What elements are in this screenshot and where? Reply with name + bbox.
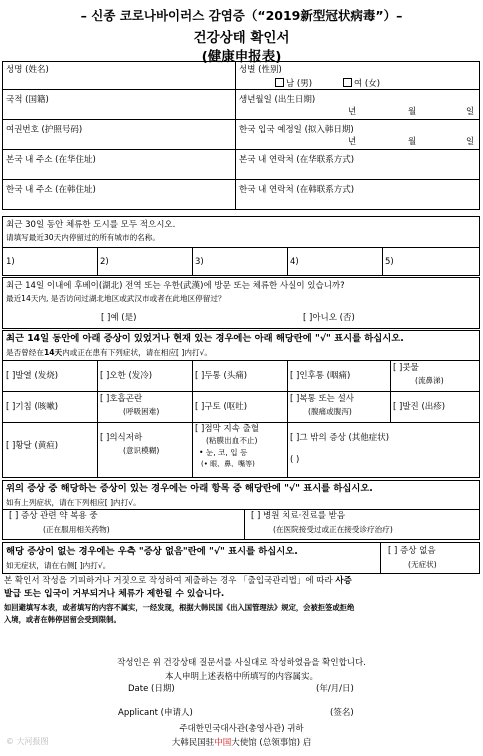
legal-notice-cn-line1: 如回避填写本表，或者填写的内容不属实，一经发现，根据大韩民国《出入国管理法》规定，会被拒签或拒绝 — [4, 603, 355, 612]
symptom-abdominal[interactable]: [ ]복통 또는 설사 — [290, 394, 355, 404]
symptom-cough[interactable]: [ ]기침 (咳嗽) — [6, 402, 59, 412]
personal-info-table — [2, 61, 480, 210]
symptom-abdominal-cn: (腹痛或腹泻) — [308, 407, 352, 416]
symptom-consciousness[interactable]: [ ]의식저하 — [100, 433, 143, 443]
symptom-bleeding-note: • 눈, 코, 입 등 — [199, 448, 248, 457]
legal-notice-kr-line2: 발급 또는 입국이 거부되거나 체류가 제한될 수 있습니다. — [4, 589, 225, 599]
applicant-label: Applicant (申请人) — [118, 708, 193, 718]
no-symptom-checkbox[interactable]: [ ] 증상 없음 — [388, 546, 436, 556]
legal-notice-cn-line2: 入境，或者在韩停居留会受到限制。 — [4, 615, 121, 624]
hospital-option-cn: (在医院接受过或正在接受诊疗治疗) — [273, 525, 393, 534]
symptom-fever[interactable]: [ ]발열 (发烧) — [6, 371, 59, 381]
no-symptom-checkbox-cn: (无症状) — [408, 560, 437, 569]
legal-notice-kr-line1: 본 확인서 작성을 기피하거나 거짓으로 작성하여 제출하는 경우 「출입국관리법」에 따라 사증 — [4, 576, 352, 586]
korea-address-field-label: 한국 내 주소 (在韩住址) — [6, 185, 96, 195]
birth-day-label: 일 — [466, 107, 475, 117]
hubei-question-kr: 최근 14일 이내에 후베이(湖北) 전역 또는 우한(武漢)에 방문 또는 체류한 사실이 있습니까? — [6, 281, 345, 291]
symptom-bleeding[interactable]: [ ]점막 지속 출혈 — [195, 424, 260, 434]
symptom-runny-nose-cn: (流鼻涕) — [415, 376, 444, 385]
no-symptom-section — [2, 542, 480, 574]
city-field-4[interactable]: 4) — [290, 257, 299, 267]
no-symptom-question-cn: 如无症状，请在右侧[ ]内打√。 — [6, 561, 111, 570]
symptoms-section — [2, 330, 480, 478]
female-checkbox[interactable] — [343, 78, 352, 87]
medication-option-cn: (正在服用相关药物) — [43, 525, 110, 534]
treatment-question-cn: 如有上列症状，请在下列相应[ ]内打√。 — [6, 498, 141, 507]
city-field-2[interactable]: 2) — [100, 257, 109, 267]
symptom-runny-nose[interactable]: [ ]콧물 — [393, 363, 419, 373]
cities-visited-section — [2, 216, 480, 276]
symptoms-question-kr: 최근 14일 동안에 아래 증상이 있었거나 현재 있는 경우에는 아래 해당란에 "√" 표시를 하십시오. — [6, 333, 404, 344]
symptom-dyspnea[interactable]: [ ]호흡곤란 — [100, 394, 143, 404]
china-contact-field-label: 본국 내 연락처 (在华联系方式) — [239, 155, 355, 165]
city-field-3[interactable]: 3) — [195, 257, 204, 267]
no-symptom-question-kr: 해당 증상이 없는 경우에는 우측 "증상 없음"란에 "√" 표시를 하십시오. — [6, 546, 298, 557]
entry-year-label: 년 — [348, 137, 357, 147]
symptom-bleeding-cn: (粘膜出血不止) — [206, 436, 258, 445]
cities-question-kr: 최근 30일 동안 체류한 도시를 모두 적으시오. — [6, 220, 176, 230]
gender-female-option[interactable]: 여 (女) — [343, 78, 380, 90]
confirmation-statement-cn: 本人申明上述表格中所填写的内容属实。 — [164, 672, 318, 682]
symptom-jaundice[interactable]: [ ]황달 (黄疸) — [6, 441, 59, 451]
treatment-section — [2, 480, 480, 540]
signature-label: (签名) — [330, 708, 354, 718]
hospital-option[interactable]: [ ] 병원 치료·진료를 받음 — [251, 511, 346, 521]
name-field-label: 성명 (姓名) — [6, 65, 49, 75]
hubei-visit-section — [2, 277, 480, 329]
hubei-no-option[interactable]: [ ]아니오 (否) — [303, 313, 355, 323]
date-label: Date (日期) — [128, 684, 175, 694]
cities-question-cn: 请填写最近30天内停留过的所有城市的名称。 — [6, 233, 160, 242]
nationality-field-label: 국적 (国籍) — [6, 95, 49, 105]
birth-month-label: 월 — [408, 107, 417, 117]
gender-field-label: 성별 (性别) — [239, 65, 282, 75]
form-title-line3: (健康申报表) — [201, 49, 282, 65]
symptoms-question-cn: 是否曾经在14天内或正在患有下列症状，请在相应[ ]内打√。 — [6, 348, 213, 357]
embassy-address-cn: 大韩民国驻中国大使馆 (总领事馆) 启 — [171, 738, 312, 748]
symptom-vomit[interactable]: [ ]구토 (呕吐) — [195, 402, 248, 412]
form-title-line1: – 신종 코로나바이러스 감염증（“2019新型冠状病毒”）– — [80, 8, 403, 23]
city-field-1[interactable]: 1) — [6, 257, 15, 267]
entry-date-field-label: 한국 입국 예정일 (拟入韩日期) — [239, 125, 354, 135]
korea-contact-field-label: 한국 내 연락처 (在韩联系方式) — [239, 185, 355, 195]
male-checkbox[interactable] — [275, 78, 284, 87]
date-format-label: (年/月/日) — [316, 684, 354, 694]
embassy-address-kr: 주대한민국대사관(총영사관) 귀하 — [179, 724, 304, 734]
symptom-other-field[interactable]: ( ) — [290, 455, 300, 465]
symptom-rash[interactable]: [ ]발진 (出疹) — [393, 402, 446, 412]
symptom-other[interactable]: [ ]그 밖의 증상 (其他症状) — [290, 433, 390, 443]
symptom-consciousness-cn: (意识模糊) — [123, 446, 160, 455]
symptom-chills[interactable]: [ ]오한 (发冷) — [100, 371, 153, 381]
symptom-headache[interactable]: [ ]두통 (头痛) — [195, 371, 248, 381]
symptom-bleeding-note-cn: (• 眼、鼻、嘴等) — [201, 460, 255, 468]
birth-year-label: 년 — [348, 107, 357, 117]
confirmation-statement-kr: 작성인은 위 건강상태 질문서를 사실대로 작성하였음을 확인합니다. — [117, 658, 366, 668]
gender-male-option[interactable]: 남 (男) — [275, 78, 312, 90]
entry-month-label: 월 — [408, 137, 417, 147]
birth-date-field-label: 생년월일 (出生日期) — [239, 95, 316, 105]
china-address-field-label: 본국 내 주소 (在华住址) — [6, 155, 96, 165]
hubei-yes-option[interactable]: [ ]예 (是) — [101, 313, 137, 323]
symptom-sore-throat[interactable]: [ ]인후통 (咽痛) — [290, 371, 351, 381]
treatment-question-kr: 위의 증상 중 해당하는 증상이 있는 경우에는 아래 항목 중 해당란에 "√" 표시를 하십시오. — [6, 483, 373, 494]
form-title-line2: 건강상태 확인서 — [193, 30, 290, 46]
hubei-question-cn: 最近14天内, 是否访问过湖北地区或武汉市或者在此地区停留过？ — [6, 294, 226, 303]
medication-option[interactable]: [ ] 증상 관련 약 복용 중 — [9, 511, 98, 521]
passport-field-label: 여권번호 (护照号码) — [6, 125, 83, 135]
watermark: © 大河报图 — [6, 737, 49, 746]
city-field-5[interactable]: 5) — [385, 257, 394, 267]
symptom-dyspnea-cn: (呼吸困难) — [123, 407, 160, 416]
entry-day-label: 일 — [466, 137, 475, 147]
